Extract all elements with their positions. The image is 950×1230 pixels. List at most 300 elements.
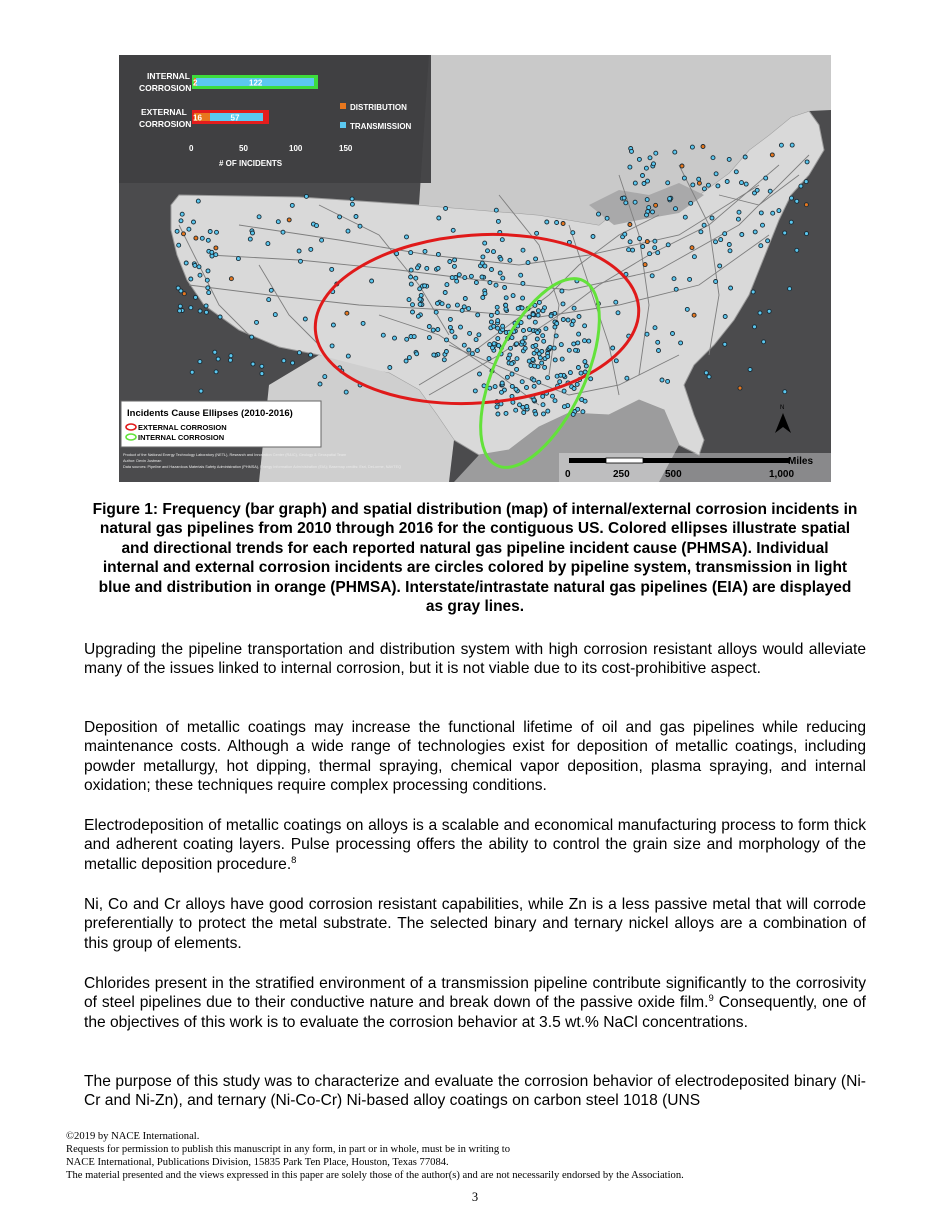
incident-dot: [481, 255, 485, 259]
legend-distribution-label: DISTRIBUTION: [350, 103, 407, 112]
incident-dot: [448, 325, 452, 329]
scale-unit: Miles: [788, 456, 814, 467]
incident-dot: [740, 181, 744, 185]
incident-dot: [572, 387, 576, 391]
incident-dot: [184, 261, 188, 265]
incident-dot: [470, 352, 474, 356]
incident-dot: [467, 307, 471, 311]
incident-dot: [614, 359, 618, 363]
incident-dot: [633, 200, 637, 204]
incident-dot: [194, 295, 198, 299]
incident-dot: [804, 203, 808, 207]
incident-dot: [666, 181, 670, 185]
reference-8: 8: [291, 854, 297, 866]
incident-dot: [533, 364, 537, 368]
incident-dot: [690, 246, 694, 250]
incident-dot: [462, 343, 466, 347]
incident-dot: [236, 257, 240, 261]
incident-dot: [795, 248, 799, 252]
incident-dot: [496, 319, 500, 323]
incident-dot: [571, 412, 575, 416]
incident-dot: [214, 246, 218, 250]
incident-dot: [187, 227, 191, 231]
incident-dot: [309, 247, 313, 251]
incident-dot: [533, 320, 537, 324]
incident-dot: [770, 153, 774, 157]
incident-dot: [587, 339, 591, 343]
incident-dot: [743, 155, 747, 159]
incident-dot: [499, 257, 503, 261]
incident-dot: [702, 223, 706, 227]
incident-dot: [409, 251, 413, 255]
incident-dot: [751, 290, 755, 294]
incident-dot: [579, 371, 583, 375]
incident-dot: [723, 232, 727, 236]
incident-dot: [192, 220, 196, 224]
incident-dot: [699, 230, 703, 234]
incident-dot: [495, 305, 499, 309]
incident-dot: [330, 267, 334, 271]
incident-dot: [624, 201, 628, 205]
incident-dot: [474, 338, 478, 342]
incident-dot: [522, 329, 526, 333]
incident-dot: [559, 373, 563, 377]
paragraph-4: Ni, Co and Cr alloys have good corrosion resistant capabilities, while Zn is a less passive metal that will corrode preferentially to protect the metal substrate. The selected binary and ternary nickel alloys are a combination of this group of elements.: [84, 896, 866, 952]
credits-line-3: Data sources: Pipeline and Hazardous Materials Safety Administration (PHMSA), Energy Information Administration (EIA); Basemap credits: Esri, DeLorme, NAVTEQ: [123, 465, 402, 469]
incident-dot: [688, 277, 692, 281]
incident-dot: [542, 412, 546, 416]
incident-dot: [723, 342, 727, 346]
incident-dot: [725, 180, 729, 184]
incident-dot: [229, 277, 233, 281]
incident-dot: [251, 362, 255, 366]
incident-dot: [189, 306, 193, 310]
paragraph-2: Deposition of metallic coatings may increase the functional lifetime of oil and gas pipelines while reducing maintenance costs. Although a wide range of technologies exist for deposition of metallic coatings, including powder metallurgy, hot dipping, thermal spraying, chemical vapor deposition, plasma spraying, and internal oxidation; these techniques require complex processing conditions.: [84, 719, 866, 795]
incident-dot: [463, 276, 467, 280]
incident-dot: [266, 242, 270, 246]
incident-dot: [515, 342, 519, 346]
incident-dot: [537, 352, 541, 356]
incident-dot: [414, 276, 418, 280]
incident-dot: [714, 172, 718, 176]
map-legend-title: Incidents Cause Ellipses (2010-2016): [127, 408, 293, 419]
incident-dot: [521, 248, 525, 252]
incident-dot: [354, 215, 358, 219]
paragraph-5: [84, 974, 866, 1032]
incident-dot: [597, 212, 601, 216]
copyright-footer: [66, 1130, 886, 1182]
incident-dot: [178, 304, 182, 308]
incident-dot: [228, 358, 232, 362]
incident-dot: [570, 323, 574, 327]
incident-dot: [697, 177, 701, 181]
incident-dot: [411, 303, 415, 307]
incident-dot: [510, 362, 514, 366]
incident-dot: [553, 399, 557, 403]
x-axis-label: # OF INCIDENTS: [219, 159, 283, 168]
incident-dot: [361, 321, 365, 325]
incident-dot: [673, 150, 677, 154]
incident-dot: [370, 279, 374, 283]
incident-dot: [545, 220, 549, 224]
incident-dot: [571, 231, 575, 235]
incident-dot: [536, 331, 540, 335]
incident-dot: [584, 364, 588, 368]
scale-tick-1000: 1,000: [769, 469, 795, 480]
incident-dot: [198, 309, 202, 313]
incident-dot: [409, 282, 413, 286]
incident-dot: [572, 306, 576, 310]
incident-dot: [510, 372, 514, 376]
incident-dot: [199, 389, 203, 393]
incident-dot: [330, 344, 334, 348]
incident-dot: [501, 276, 505, 280]
incident-dot: [759, 211, 763, 215]
incident-dot: [320, 238, 324, 242]
incident-dot: [200, 236, 204, 240]
incident-dot: [405, 235, 409, 239]
incident-dot: [457, 273, 461, 277]
incident-dot: [455, 303, 459, 307]
incident-dot: [450, 329, 454, 333]
incident-dot: [682, 176, 686, 180]
incident-dot: [436, 252, 440, 256]
incident-dot: [467, 348, 471, 352]
legend-transmission-label: TRANSMISSION: [350, 122, 412, 131]
incident-dot: [218, 315, 222, 319]
incident-dot: [766, 239, 770, 243]
incident-dot: [189, 277, 193, 281]
incident-dot: [714, 280, 718, 284]
incident-dot: [646, 179, 650, 183]
incident-dot: [514, 387, 518, 391]
incident-dot: [628, 240, 632, 244]
incident-dot: [633, 181, 637, 185]
incident-dot: [448, 260, 452, 264]
incident-dot: [654, 203, 658, 207]
incident-dot: [671, 332, 675, 336]
incident-dot: [805, 232, 809, 236]
incident-dot: [652, 162, 656, 166]
incident-dot: [509, 346, 513, 350]
x-tick-50: 50: [239, 144, 248, 153]
incident-dot: [755, 188, 759, 192]
incident-dot: [628, 223, 632, 227]
incident-dot: [440, 302, 444, 306]
x-tick-150: 150: [339, 144, 353, 153]
incident-dot: [689, 201, 693, 205]
incident-dot: [759, 244, 763, 248]
paragraph-3-text: Electrodeposition of metallic coatings on alloys is a scalable and economical manufacturing process to form thick and adherent coating layers. Pulse processing offers the ability to control the grain size and morphology of the metallic deposition procedure.: [84, 817, 866, 873]
incident-dot: [297, 351, 301, 355]
incident-dot: [554, 334, 558, 338]
incident-dot: [542, 339, 546, 343]
incident-dot: [544, 327, 548, 331]
incident-dot: [331, 323, 335, 327]
incident-dot: [656, 251, 660, 255]
scale-bar-segment-1: [569, 458, 606, 463]
internal-label-2: CORROSION: [139, 83, 192, 93]
incident-dot: [515, 367, 519, 371]
incident-dot: [566, 318, 570, 322]
incident-dot: [475, 349, 479, 353]
incident-dot: [197, 265, 201, 269]
incident-dot: [488, 386, 492, 390]
incident-dot: [536, 309, 540, 313]
incident-dot: [267, 298, 271, 302]
incident-dot: [532, 398, 536, 402]
incident-dot: [660, 378, 664, 382]
incident-dot: [622, 196, 626, 200]
credits-line-2: Author: Devin Justman: [123, 459, 162, 463]
incident-dot: [553, 325, 557, 329]
incident-dot: [216, 357, 220, 361]
incident-dot: [483, 241, 487, 245]
incident-dot: [574, 348, 578, 352]
incident-dot: [496, 337, 500, 341]
incident-dot: [541, 403, 545, 407]
incident-dot: [641, 245, 645, 249]
incident-dot: [706, 183, 710, 187]
incident-dot: [762, 340, 766, 344]
incident-dot: [525, 386, 529, 390]
incident-dot: [528, 328, 532, 332]
incident-dot: [783, 390, 787, 394]
incident-dot: [489, 313, 493, 317]
incident-dot: [605, 216, 609, 220]
incident-dot: [510, 384, 514, 388]
incident-dot: [483, 292, 487, 296]
incident-dot: [452, 264, 456, 268]
incident-dot: [480, 275, 484, 279]
incident-dot: [304, 194, 308, 198]
incident-dot: [423, 284, 427, 288]
incident-dot: [490, 268, 494, 272]
incident-dot: [416, 266, 420, 270]
incident-dot: [562, 405, 566, 409]
external-transmission-value: 57: [230, 113, 240, 123]
incident-dot: [182, 292, 186, 296]
scale-bar-segment-2: [606, 458, 643, 463]
incident-dot: [315, 224, 319, 228]
incident-dot: [492, 250, 496, 254]
incident-dot: [668, 197, 672, 201]
incident-dot: [459, 325, 463, 329]
incident-dot: [589, 377, 593, 381]
incident-dot: [344, 390, 348, 394]
incident-dot: [631, 248, 635, 252]
incident-dot: [645, 332, 649, 336]
incident-dot: [628, 165, 632, 169]
incident-dot: [358, 224, 362, 228]
incident-dot: [505, 375, 509, 379]
incident-dot: [638, 237, 642, 241]
incident-dot: [537, 300, 541, 304]
incident-dot: [460, 308, 464, 312]
internal-distribution-value: 2: [193, 78, 198, 88]
incident-dot: [407, 356, 411, 360]
incident-dot: [643, 263, 647, 267]
incident-dot: [648, 252, 652, 256]
x-tick-0: 0: [189, 144, 194, 153]
incident-dot: [486, 249, 490, 253]
incident-dot: [432, 353, 436, 357]
incident-dot: [395, 252, 399, 256]
incident-dot: [561, 302, 565, 306]
incident-dot: [645, 213, 649, 217]
incident-dot: [534, 412, 538, 416]
incident-dot: [453, 258, 457, 262]
incident-dot: [645, 240, 649, 244]
external-label-1: EXTERNAL: [141, 107, 187, 117]
paragraph-5-text-b: Consequently, one of the objectives of this work is to evaluate the corrosion behavior at 3.5 wt.% NaCl concentrations.: [84, 994, 867, 1031]
incident-dot: [206, 238, 210, 242]
incident-dot: [714, 240, 718, 244]
incident-dot: [680, 164, 684, 168]
incident-dot: [504, 296, 508, 300]
external-label-2: CORROSION: [139, 119, 192, 129]
incident-dot: [790, 196, 794, 200]
incident-dot: [445, 283, 449, 287]
incident-dot: [498, 271, 502, 275]
incident-dot: [736, 217, 740, 221]
incident-dot: [577, 315, 581, 319]
incident-dot: [469, 274, 473, 278]
incident-dot: [679, 341, 683, 345]
incident-dot: [425, 266, 429, 270]
incident-dot: [691, 183, 695, 187]
incident-dot: [291, 361, 295, 365]
incident-dot: [309, 353, 313, 357]
incident-dot: [549, 314, 553, 318]
internal-label-1: INTERNAL: [147, 71, 190, 81]
incident-dot: [546, 409, 550, 413]
figure-map: [119, 55, 831, 482]
incident-dot: [559, 343, 563, 347]
incident-dot: [345, 311, 349, 315]
incident-dot: [651, 210, 655, 214]
incident-dot: [738, 386, 742, 390]
incident-dot: [790, 143, 794, 147]
incident-dot: [478, 372, 482, 376]
incident-dot: [411, 310, 415, 314]
incident-dot: [418, 297, 422, 301]
incident-dot: [388, 366, 392, 370]
incident-dot: [204, 304, 208, 308]
incident-dot: [591, 235, 595, 239]
incident-dot: [771, 211, 775, 215]
incident-dot: [474, 281, 478, 285]
incident-dot: [445, 338, 449, 342]
incident-dot: [500, 390, 504, 394]
incident-dot: [666, 243, 670, 247]
incident-dot: [250, 335, 254, 339]
incident-dot: [477, 333, 481, 337]
incident-dot: [436, 266, 440, 270]
incident-dot: [627, 248, 631, 252]
incident-dot: [555, 221, 559, 225]
incident-dot: [805, 160, 809, 164]
incident-dot: [434, 310, 438, 314]
incident-dot: [583, 399, 587, 403]
incident-dot: [323, 375, 327, 379]
map-svg: [119, 55, 831, 482]
incident-dot: [198, 273, 202, 277]
incident-dot: [476, 313, 480, 317]
incident-dot: [718, 264, 722, 268]
x-tick-100: 100: [289, 144, 303, 153]
incident-dot: [260, 364, 264, 368]
incident-dot: [196, 199, 200, 203]
incident-dot: [489, 320, 493, 324]
external-distribution-value: 16: [193, 113, 202, 123]
incident-dot: [744, 182, 748, 186]
incident-dot: [303, 317, 307, 321]
incident-dot: [182, 232, 186, 236]
incident-dot: [575, 382, 579, 386]
incident-dot: [427, 336, 431, 340]
incident-dot: [514, 408, 518, 412]
incident-dot: [527, 315, 531, 319]
incident-dot: [567, 348, 571, 352]
incident-dot: [273, 313, 277, 317]
incident-dot: [534, 257, 538, 261]
incident-dot: [287, 218, 291, 222]
incident-dot: [653, 326, 657, 330]
incident-dot: [614, 300, 618, 304]
incident-dot: [576, 407, 580, 411]
incident-dot: [437, 216, 441, 220]
scale-tick-0: 0: [565, 469, 571, 480]
incident-dot: [318, 382, 322, 386]
scale-tick-250: 250: [613, 469, 630, 480]
incident-dot: [504, 411, 508, 415]
incident-dot: [719, 238, 723, 242]
incident-dot: [518, 403, 522, 407]
incident-dot: [290, 203, 294, 207]
incident-dot: [473, 389, 477, 393]
incident-dot: [764, 176, 768, 180]
incident-dot: [204, 310, 208, 314]
incident-dot: [536, 313, 540, 317]
incident-dot: [205, 278, 209, 282]
scale-tick-500: 500: [665, 469, 682, 480]
incident-dot: [175, 229, 179, 233]
incident-dot: [728, 249, 732, 253]
incident-dot: [558, 380, 562, 384]
incident-dot: [521, 281, 525, 285]
incident-dot: [409, 275, 413, 279]
incident-dot: [535, 337, 539, 341]
incident-dot: [526, 261, 530, 265]
incident-dot: [444, 350, 448, 354]
incident-dot: [451, 228, 455, 232]
incident-dot: [492, 324, 496, 328]
scale-bar-segment-3: [643, 458, 790, 463]
incident-dot: [653, 246, 657, 250]
incident-dot: [672, 277, 676, 281]
incident-dot: [446, 304, 450, 308]
incident-dot: [625, 376, 629, 380]
incident-dot: [768, 189, 772, 193]
incident-dot: [734, 170, 738, 174]
incident-dot: [804, 180, 808, 184]
incident-dot: [276, 220, 280, 224]
incident-dot: [541, 309, 545, 313]
incident-dot: [710, 216, 714, 220]
incident-dot: [350, 197, 354, 201]
incident-dot: [753, 325, 757, 329]
